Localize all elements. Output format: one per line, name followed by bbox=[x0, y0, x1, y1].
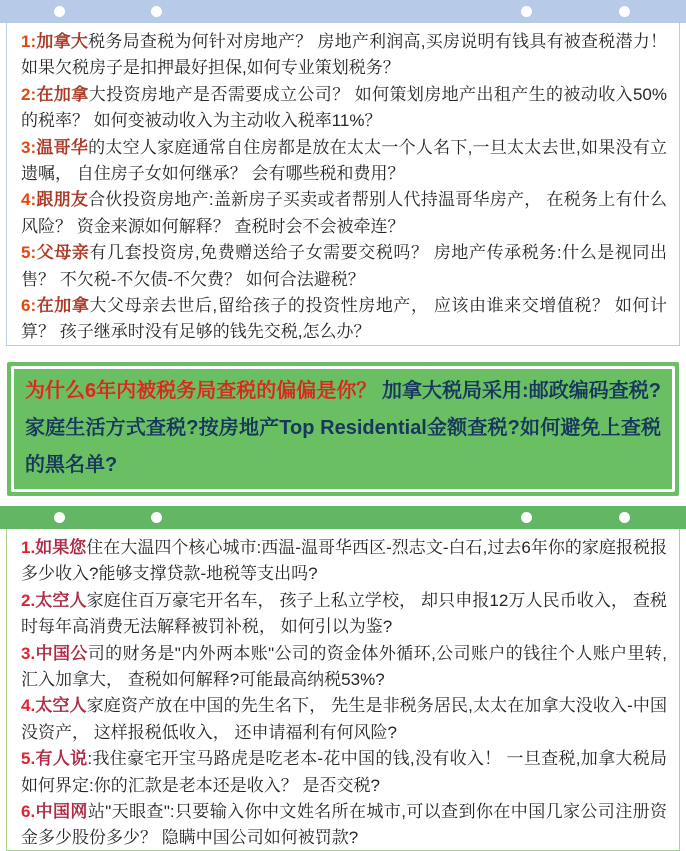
list-item bbox=[21, 749, 667, 794]
item-number: 2: bbox=[21, 84, 37, 104]
item-text: 有几套投资房,免费赠送给子女需要交税吗？ 房地产传承税务:什么是视同出售？ 不欠税-不欠债-不欠费？ 如何合法避税？ bbox=[21, 243, 668, 289]
item-keyword: 如果您 bbox=[35, 538, 87, 557]
item-keyword: 在加拿 bbox=[36, 296, 90, 316]
item-text: 的太空人家庭通常自住房都是放在太太一个人名下,一旦太太去世,如果没有立遗嘱， 自住房子女如何继承？ 会有哪些税和费用？ bbox=[21, 137, 667, 184]
item-keyword: 在加拿 bbox=[36, 84, 89, 104]
bottom-questions-list bbox=[7, 529, 679, 850]
list-item bbox=[21, 696, 667, 741]
binder-hole-icon bbox=[521, 6, 532, 17]
bottom-questions-card bbox=[6, 529, 680, 851]
bottom-binder-bar bbox=[0, 506, 686, 529]
list-item bbox=[21, 85, 667, 130]
item-keyword: 有人说 bbox=[35, 749, 88, 769]
binder-hole-icon bbox=[54, 6, 65, 17]
item-number: 6: bbox=[21, 296, 37, 316]
binder-hole-icon bbox=[521, 512, 532, 523]
item-text: 站"天眼查":只要输入你中文姓名所在城市,可以查到你在中国几家公司注册资金多少股份多少？ 隐瞒中国公司如何被罚款? bbox=[21, 802, 668, 848]
item-keyword: 跟朋友 bbox=[36, 190, 89, 210]
list-item bbox=[21, 190, 667, 235]
binder-hole-icon bbox=[619, 512, 630, 523]
item-number: 3: bbox=[21, 137, 37, 157]
item-text: 家庭资产放在中国的先生名下， 先生是非税务居民,太太在加拿大没收入-中国没资产， 这样报税低收入， 还申请福利有何风险? bbox=[21, 696, 667, 742]
list-item bbox=[21, 243, 667, 288]
item-number: 1: bbox=[21, 32, 37, 51]
item-number: 5: bbox=[21, 243, 37, 263]
item-text: 司的财务是"内外两本账"公司的资金体外循环,公司账户的钱往个人账户里转,汇入加拿大， 查税如何解释?可能最高纳税53%? bbox=[21, 643, 668, 690]
item-text: 大投资房地产是否需要成立公司？ 如何策划房地产出租产生的被动收入50%的税率？ 如何变被动收入为主动收入税率11%？ bbox=[21, 84, 668, 131]
item-keyword: 太空人 bbox=[35, 590, 87, 610]
item-text: :我住豪宅开宝马路虎是吃老本-花中国的钱,没有收入！ 一旦查税,加拿大税局如何界定:你的汇款是老本还是收入？ 是否交税? bbox=[21, 749, 667, 795]
item-keyword: 太空人 bbox=[35, 696, 87, 716]
item-keyword: 中国网 bbox=[35, 802, 88, 822]
item-text: 税务局查税为何针对房地产？ 房地产利润高,买房说明有钱具有被查税潜力！ 如果欠税房子是扣押最好担保,如何专业策划税务？ bbox=[21, 32, 667, 78]
item-keyword: 加拿大 bbox=[36, 32, 89, 51]
list-item bbox=[21, 296, 667, 341]
binder-hole-icon bbox=[619, 6, 630, 17]
item-keyword: 温哥华 bbox=[36, 137, 89, 157]
list-item bbox=[21, 138, 667, 183]
top-questions-card bbox=[6, 23, 680, 346]
item-number: 2. bbox=[21, 590, 36, 610]
item-text: 家庭住百万豪宅开名车， 孩子上私立学校， 却只申报12万人民币收入， 查税时每年高消费无法解释被罚补税， 如何引以为鉴? bbox=[21, 590, 668, 637]
top-binder-bar bbox=[0, 0, 686, 23]
highlight-banner-text bbox=[11, 366, 675, 492]
binder-hole-icon bbox=[151, 512, 162, 523]
item-keyword: 父母亲 bbox=[36, 243, 90, 263]
item-number: 4: bbox=[21, 190, 37, 210]
binder-hole-icon bbox=[151, 6, 162, 17]
list-item bbox=[21, 802, 667, 847]
item-keyword: 中国公 bbox=[35, 643, 88, 663]
list-item bbox=[21, 538, 667, 583]
item-text: 合伙投资房地产:盖新房子买卖或者帮别人代持温哥华房产， 在税务上有什么风险？ 资金来源如何解释？ 查税时会不会被牵连？ bbox=[21, 190, 667, 236]
top-questions-list bbox=[7, 23, 679, 345]
item-number: 3. bbox=[21, 643, 36, 663]
banner-dark-text: 加拿大税局采用:邮政编码查税?家庭生活方式查税?按房地产Top Residential金额查税?如何避免上查税的黑名单? bbox=[25, 380, 661, 476]
list-item bbox=[21, 591, 667, 636]
item-number: 1. bbox=[21, 538, 36, 557]
item-number: 6. bbox=[21, 802, 36, 822]
item-text: 住在大温四个核心城市:西温-温哥华西区-烈志文-白石,过去6年你的家庭报税报多少收入?能够支撑贷款-地税等支出吗? bbox=[21, 538, 667, 584]
highlight-banner bbox=[7, 362, 679, 496]
item-text: 大父母亲去世后,留给孩子的投资性房地产， 应该由谁来交增值税？ 如何计算？ 孩子继承时没有足够的钱先交税,怎么办？ bbox=[21, 296, 668, 342]
list-item bbox=[21, 32, 667, 77]
item-number: 4. bbox=[21, 696, 36, 716]
binder-hole-icon bbox=[54, 512, 65, 523]
banner-red-text: 为什么6年内被税务局查税的偏偏是你？ bbox=[25, 380, 382, 402]
item-number: 5. bbox=[21, 749, 36, 769]
list-item bbox=[21, 644, 667, 689]
